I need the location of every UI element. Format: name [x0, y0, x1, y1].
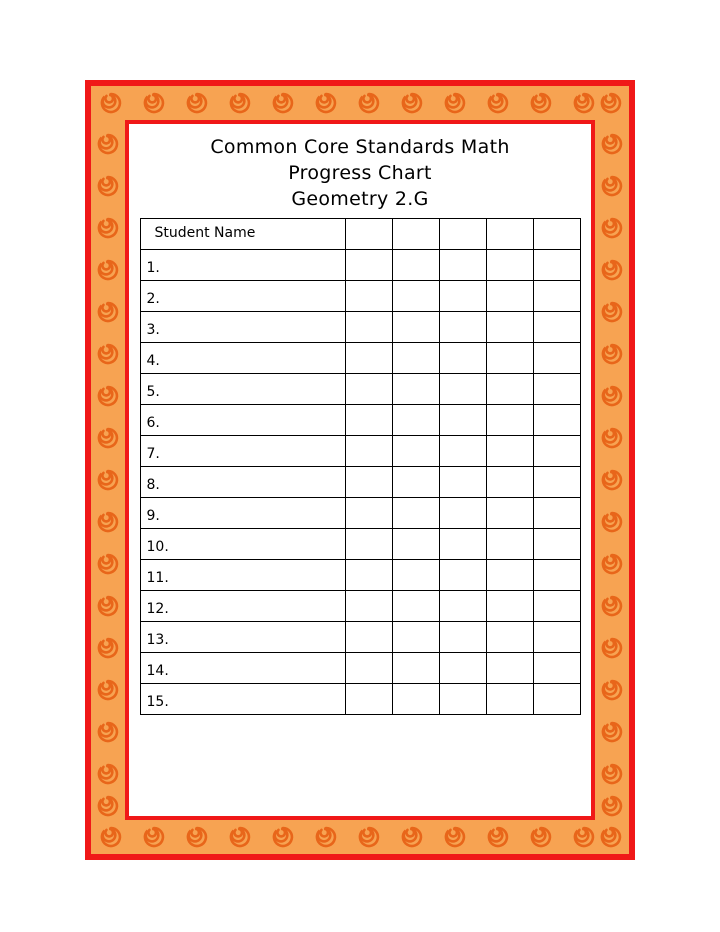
mark-cell[interactable] [439, 436, 486, 467]
mark-cell[interactable] [392, 560, 439, 591]
mark-cell[interactable] [392, 312, 439, 343]
mark-cell[interactable] [439, 374, 486, 405]
row-name-cell[interactable] [140, 653, 345, 684]
mark-cell[interactable] [533, 560, 580, 591]
mark-cell[interactable] [533, 405, 580, 436]
mark-cell[interactable] [392, 529, 439, 560]
mark-cell[interactable] [486, 374, 533, 405]
table-row [140, 312, 580, 343]
mark-cell[interactable] [439, 684, 486, 715]
table-row [140, 467, 580, 498]
mark-cell[interactable] [439, 467, 486, 498]
table-header-row [140, 219, 580, 250]
mark-cell[interactable] [486, 312, 533, 343]
mark-cell[interactable] [533, 498, 580, 529]
mark-cell[interactable] [486, 622, 533, 653]
mark-cell[interactable] [345, 560, 392, 591]
mark-cell[interactable] [345, 653, 392, 684]
table-row [140, 560, 580, 591]
mark-cell[interactable] [486, 498, 533, 529]
table-row [140, 622, 580, 653]
page-title [139, 134, 581, 212]
row-number: 10. [146, 539, 169, 555]
row-number: 1. [146, 260, 160, 276]
table-row [140, 281, 580, 312]
mark-cell[interactable] [345, 405, 392, 436]
mark-cell[interactable] [439, 281, 486, 312]
row-name-cell[interactable] [140, 250, 345, 281]
mark-cell[interactable] [392, 436, 439, 467]
mark-cell[interactable] [439, 653, 486, 684]
row-name-cell[interactable] [140, 467, 345, 498]
row-name-cell[interactable] [140, 281, 345, 312]
standard-header-cell-2[interactable] [392, 219, 439, 250]
mark-cell[interactable] [486, 653, 533, 684]
mark-cell[interactable] [392, 374, 439, 405]
mark-cell[interactable] [392, 467, 439, 498]
mark-cell[interactable] [439, 560, 486, 591]
mark-cell[interactable] [486, 467, 533, 498]
mark-cell[interactable] [439, 529, 486, 560]
mark-cell[interactable] [345, 250, 392, 281]
table-row [140, 250, 580, 281]
table-row [140, 343, 580, 374]
row-number: 5. [146, 384, 160, 400]
row-number: 8. [146, 477, 160, 493]
mark-cell[interactable] [345, 684, 392, 715]
mark-cell[interactable] [439, 591, 486, 622]
mark-cell[interactable] [345, 529, 392, 560]
row-name-cell[interactable] [140, 560, 345, 591]
row-name-cell[interactable] [140, 343, 345, 374]
row-number: 3. [146, 322, 160, 338]
mark-cell[interactable] [533, 250, 580, 281]
mark-cell[interactable] [533, 343, 580, 374]
mark-cell[interactable] [345, 467, 392, 498]
table-row [140, 405, 580, 436]
standard-header-cell-4[interactable] [486, 219, 533, 250]
row-name-cell[interactable] [140, 436, 345, 467]
row-name-cell[interactable] [140, 498, 345, 529]
row-number: 12. [146, 601, 169, 617]
row-number: 15. [146, 694, 169, 710]
mark-cell[interactable] [345, 374, 392, 405]
inner-red-frame [125, 120, 595, 820]
standard-header-cell-1[interactable] [345, 219, 392, 250]
mark-cell[interactable] [486, 591, 533, 622]
mark-cell[interactable] [392, 281, 439, 312]
mark-cell[interactable] [345, 498, 392, 529]
mark-cell[interactable] [392, 405, 439, 436]
mark-cell[interactable] [486, 250, 533, 281]
mark-cell[interactable] [439, 343, 486, 374]
mark-cell[interactable] [533, 467, 580, 498]
row-number: 7. [146, 446, 160, 462]
mark-cell[interactable] [486, 684, 533, 715]
mark-cell[interactable] [345, 343, 392, 374]
title-line-2: Progress Chart [288, 162, 432, 184]
row-number: 11. [146, 570, 169, 586]
progress-chart-table [140, 218, 581, 715]
mark-cell[interactable] [439, 622, 486, 653]
mark-cell[interactable] [533, 374, 580, 405]
mark-cell[interactable] [486, 436, 533, 467]
mark-cell[interactable] [392, 591, 439, 622]
table-row [140, 684, 580, 715]
row-name-cell[interactable] [140, 529, 345, 560]
mark-cell[interactable] [533, 653, 580, 684]
table-row [140, 374, 580, 405]
mark-cell[interactable] [392, 684, 439, 715]
table-row [140, 653, 580, 684]
mark-cell[interactable] [486, 529, 533, 560]
row-name-cell[interactable] [140, 312, 345, 343]
table-row [140, 498, 580, 529]
mark-cell[interactable] [486, 405, 533, 436]
mark-cell[interactable] [345, 591, 392, 622]
mark-cell[interactable] [345, 436, 392, 467]
row-number: 4. [146, 353, 160, 369]
mark-cell[interactable] [392, 498, 439, 529]
mark-cell[interactable] [486, 281, 533, 312]
mark-cell[interactable] [392, 653, 439, 684]
mark-cell[interactable] [439, 498, 486, 529]
mark-cell[interactable] [486, 343, 533, 374]
mark-cell[interactable] [345, 312, 392, 343]
mark-cell[interactable] [439, 250, 486, 281]
mark-cell[interactable] [439, 405, 486, 436]
table-body [140, 219, 580, 715]
mark-cell[interactable] [533, 591, 580, 622]
row-number: 6. [146, 415, 160, 431]
table-row [140, 529, 580, 560]
row-name-cell[interactable] [140, 684, 345, 715]
row-name-cell[interactable] [140, 591, 345, 622]
decorative-page-border [85, 80, 635, 860]
standard-header-cell-3[interactable] [439, 219, 486, 250]
worksheet-sheet [129, 124, 591, 816]
mark-cell[interactable] [486, 560, 533, 591]
mark-cell[interactable] [345, 281, 392, 312]
mark-cell[interactable] [533, 684, 580, 715]
row-number: 14. [146, 663, 169, 679]
mark-cell[interactable] [345, 622, 392, 653]
row-number: 13. [146, 632, 169, 648]
mark-cell[interactable] [533, 312, 580, 343]
mark-cell[interactable] [533, 529, 580, 560]
table-row [140, 591, 580, 622]
mark-cell[interactable] [533, 622, 580, 653]
mark-cell[interactable] [392, 622, 439, 653]
title-line-1: Common Core Standards Math [210, 136, 510, 158]
mark-cell[interactable] [439, 312, 486, 343]
student-name-header-label: Student Name [154, 225, 256, 241]
standard-header-cell-5[interactable] [533, 219, 580, 250]
row-number: 2. [146, 291, 160, 307]
table-row [140, 436, 580, 467]
row-name-cell[interactable] [140, 405, 345, 436]
row-name-cell[interactable] [140, 374, 345, 405]
row-name-cell[interactable] [140, 622, 345, 653]
mark-cell[interactable] [392, 250, 439, 281]
student-name-header-cell [140, 219, 345, 250]
mark-cell[interactable] [392, 343, 439, 374]
title-line-3: Geometry 2.G [291, 188, 429, 210]
mark-cell[interactable] [533, 281, 580, 312]
mark-cell[interactable] [533, 436, 580, 467]
row-number: 9. [146, 508, 160, 524]
